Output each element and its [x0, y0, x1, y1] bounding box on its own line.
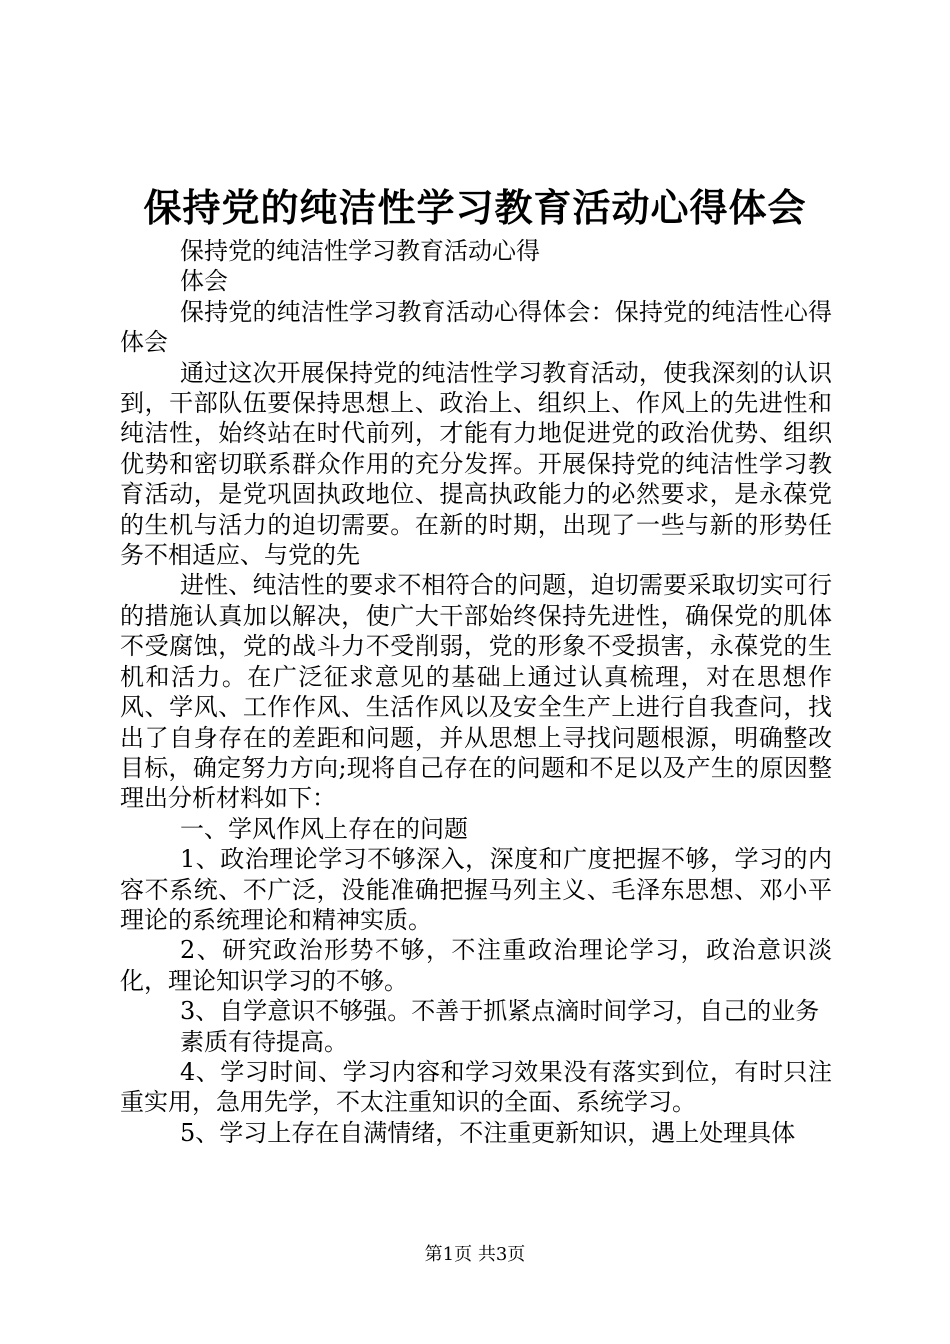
- paragraph: 3、自学意识不够强。不善于抓紧点滴时间学习，自己的业务: [180, 997, 820, 1026]
- paragraph: 通过这次开展保持党的纯洁性学习教育活动，使我深刻的认识到，干部队伍要保持思想上、政治上、组织上、作风上的先进性和纯洁性，始终站在时代前列，才能有力地促进党的政治优势、组织优势和密切联系群众作用的充分发挥。开展保持党的纯洁性学习教育活动，是党巩固执政地位、提高执政能力的必然要求，是永葆党的生机与活力的迫切需要。在新的时期，出现了一些与新的形势任务不相适应、与党的先: [120, 358, 832, 570]
- document-body: [120, 236, 832, 1148]
- paragraph: 1、政治理论学习不够深入，深度和广度把握不够，学习的内容不系统、不广泛，没能准确把握马列主义、毛泽东思想、邓小平理论的系统理论和精神实质。: [120, 845, 832, 934]
- paragraph: 2、研究政治形势不够，不注重政治理论学习，政治意识淡化，理论知识学习的不够。: [120, 936, 832, 995]
- paragraph: 5、学习上存在自满情绪，不注重更新知识，遇上处理具体: [180, 1118, 796, 1147]
- paragraph: 4、学习时间、学习内容和学习效果没有落实到位，有时只注重实用，急用先学，不太注重知识的全面、系统学习。: [120, 1057, 832, 1117]
- paragraph: 体会: [180, 267, 228, 296]
- paragraph: 素质有待提高。: [180, 1027, 348, 1056]
- paragraph: 保持党的纯洁性学习教育活动心得体会：保持党的纯洁性心得体会: [120, 297, 832, 357]
- page-number-footer: 第1页 共3页: [424, 1244, 526, 1265]
- section-heading: 一、学风作风上存在的问题: [180, 814, 468, 843]
- paragraph: 保持党的纯洁性学习教育活动心得: [180, 237, 540, 265]
- paragraph: 进性、纯洁性的要求不相符合的问题，迫切需要采取切实可行的措施认真加以解决，使广大干部始终保持先进性，确保党的肌体不受腐蚀，党的战斗力不受削弱，党的形象不受损害，永葆党的生机和活力。在广泛征求意见的基础上通过认真梳理，对在思想作风、学风、工作作风、生活作风以及安全生产上进行自我查问，找出了自身存在的差距和问题，并从思想上寻找问题根源，明确整改目标，确定努力方向;现将自己存在的问题和不足以及产生的原因整理出分析材料如下：: [120, 571, 832, 813]
- document-title: 保持党的纯洁性学习教育活动心得体会: [143, 185, 807, 230]
